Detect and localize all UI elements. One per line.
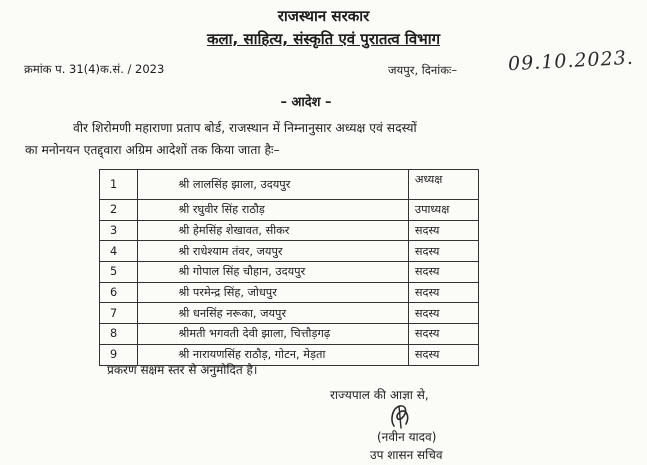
member-name: श्री नारायणसिंह राठौड़, गोटन, मेड़ता	[138, 344, 408, 365]
by-order-line: राज्यपाल की आज्ञा से,	[330, 388, 429, 402]
member-name: श्री लालसिंह झाला, उदयपुर	[138, 170, 408, 200]
member-role: सदस्य	[408, 324, 478, 345]
government-heading: राजस्थान सरकार	[277, 7, 370, 25]
member-role: सदस्य	[408, 262, 478, 283]
table-row	[100, 170, 479, 200]
table-row	[100, 282, 479, 303]
member-number: 9	[100, 344, 138, 365]
table-row	[100, 200, 479, 221]
reference-number: क्रमांक प. 31(4)क.सं. / 2023	[24, 62, 165, 76]
place-date-label: जयपुर, दिनांकः–	[388, 63, 458, 77]
member-number: 4	[100, 241, 138, 262]
member-role: सदस्य	[408, 241, 478, 262]
member-role: सदस्य	[408, 344, 478, 365]
member-name: श्री गोपाल सिंह चौहान, उदयपुर	[138, 262, 408, 283]
member-number: 3	[100, 220, 138, 241]
member-name: श्री राधेश्याम तंवर, जयपुर	[138, 241, 408, 262]
member-name: श्रीमती भगवती देवी झाला, चित्तौड़गढ़	[138, 324, 408, 345]
member-role: सदस्य	[408, 282, 478, 303]
department-heading: कला, साहित्य, संस्कृति एवं पुरातत्व विभाग	[206, 30, 441, 48]
member-role: सदस्य	[408, 303, 478, 324]
members-table	[99, 169, 479, 366]
signature-icon	[380, 402, 420, 430]
officer-designation: उप शासन सचिव	[370, 448, 443, 462]
table-row	[100, 220, 479, 241]
order-title: – आदेश –	[280, 95, 332, 110]
body-line-2: का मनोनयन एतद्द्वारा अग्रिम आदेशों तक किया जाता हैः–	[25, 143, 280, 157]
member-name: श्री धनसिंह नरूका, जयपुर	[138, 303, 408, 324]
member-number: 1	[100, 170, 138, 200]
member-name: श्री हेमसिंह शेखावत, सीकर	[138, 220, 408, 241]
member-role: अध्यक्ष	[408, 170, 478, 200]
member-role: उपाध्यक्ष	[408, 200, 478, 221]
handwritten-date: 09.10.2023.	[507, 46, 635, 76]
table-row	[100, 324, 479, 345]
member-number: 2	[100, 200, 138, 221]
member-number: 8	[100, 324, 138, 345]
member-number: 5	[100, 262, 138, 283]
table-row	[100, 241, 479, 262]
body-line-1: वीर शिरोमणी महाराणा प्रताप बोर्ड, राजस्थान में निम्नानुसार अध्यक्ष एवं सदस्यों	[73, 121, 417, 135]
member-name: श्री रघुवीर सिंह राठौड़	[138, 200, 408, 221]
member-number: 6	[100, 282, 138, 303]
member-name: श्री परमेन्द्र सिंह, जोधपुर	[138, 282, 408, 303]
member-number: 7	[100, 303, 138, 324]
table-row	[100, 262, 479, 283]
approval-note: प्रकरण सक्षम स्तर से अनुमोदित है।	[107, 363, 258, 377]
officer-name: (नवीन यादव)	[377, 430, 437, 444]
member-role: सदस्य	[408, 220, 478, 241]
table-row	[100, 303, 479, 324]
